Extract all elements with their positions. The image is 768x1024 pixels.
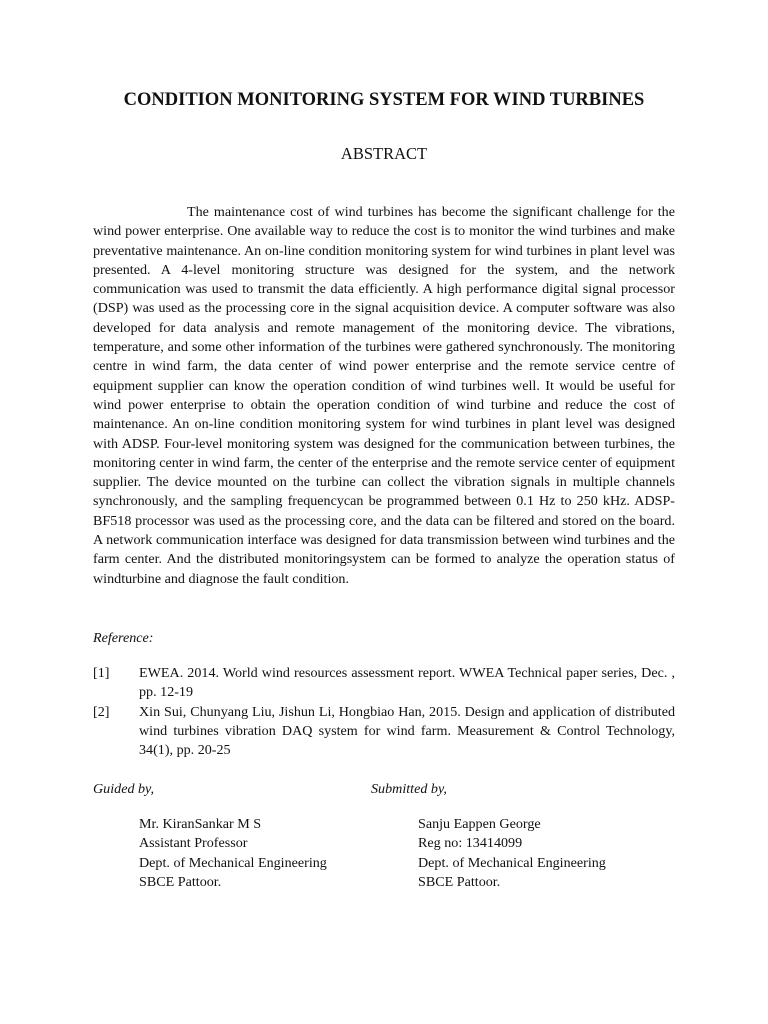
- reference-number: [2]: [93, 703, 110, 720]
- reference-text: Xin Sui, Chunyang Liu, Jishun Li, Hongbiao Han, 2015. Design and application of distributed wind turbines vibration DAQ system for wind farm. Measurement & Control Technology, 34(1), pp. 20-25: [139, 703, 675, 759]
- reference-heading: Reference:: [93, 630, 154, 646]
- guided-by-label: Guided by,: [93, 781, 155, 797]
- student-details: [418, 815, 606, 892]
- reference-item: [93, 703, 675, 761]
- student-name: Sanju Eappen George: [418, 816, 541, 832]
- abstract-heading: ABSTRACT: [340, 144, 428, 163]
- guide-college: SBCE Pattoor.: [139, 873, 222, 890]
- document-title: CONDITION MONITORING SYSTEM FOR WIND TURBINES: [123, 90, 645, 110]
- guide-designation: Assistant Professor: [139, 835, 248, 852]
- reference-number: [1]: [93, 665, 110, 681]
- guide-name: Mr. KiranSankar M S: [139, 816, 262, 832]
- guide-details: [139, 815, 327, 892]
- reference-list: [93, 664, 675, 760]
- reference-text: EWEA. 2014. World wind resources assessment report. WWEA Technical paper series, Dec. , pp. 12-19: [139, 665, 675, 701]
- guide-department: Dept. of Mechanical Engineering: [139, 854, 327, 871]
- abstract-body: The maintenance cost of wind turbines has become the significant challenge for the wind power enterprise. One available way to reduce the cost is to monitor the wind turbines and make preventative maintenance. An on-line condition monitoring system for wind turbines in plant level was presented. A 4-level monitoring structure was designed for the system, and the network communication was used to transmit the data efficiently. A high performance digital signal processor (DSP) was used as the processing core in the signal acquisition device. A computer software was also developed for data analysis and remote management of the monitoring device. The vibrations, temperature, and some other information of the turbines were gathered synchronously. The monitoring centre in wind farm, the data center of wind power enterprise and the remote service centre of equipment supplier can know the operation condition of wind turbines well. It would be useful for wind power enterprise to obtain the operation condition of wind turbine and reduce the cost of maintenance. An on-line condition monitoring system for wind turbines in plant level was designed with ADSP. Four-level monitoring system was designed for the communication between turbines, the monitoring center in wind farm, the center of the enterprise and the remote service center of equipment supplier. The device mounted on the turbine can collect the vibration signals in multiple channels synchronously, and the sampling frequencycan be programmed between 0.1 Hz to 250 kHz. ADSP-BF518 processor was used as the processing core, and the data can be filtered and stored on the board. A network communication interface was designed for data transmission between wind turbines and the farm center. And the distributed monitoringsystem can be formed to analyze the operation status of windturbine and diagnose the fault condition.: [93, 204, 675, 587]
- submitted-by-label: Submitted by,: [371, 781, 447, 797]
- student-college: SBCE Pattoor.: [418, 873, 501, 890]
- student-reg-number: Reg no: 13414099: [418, 835, 523, 852]
- student-department: Dept. of Mechanical Engineering: [418, 854, 606, 871]
- reference-item: [93, 664, 675, 703]
